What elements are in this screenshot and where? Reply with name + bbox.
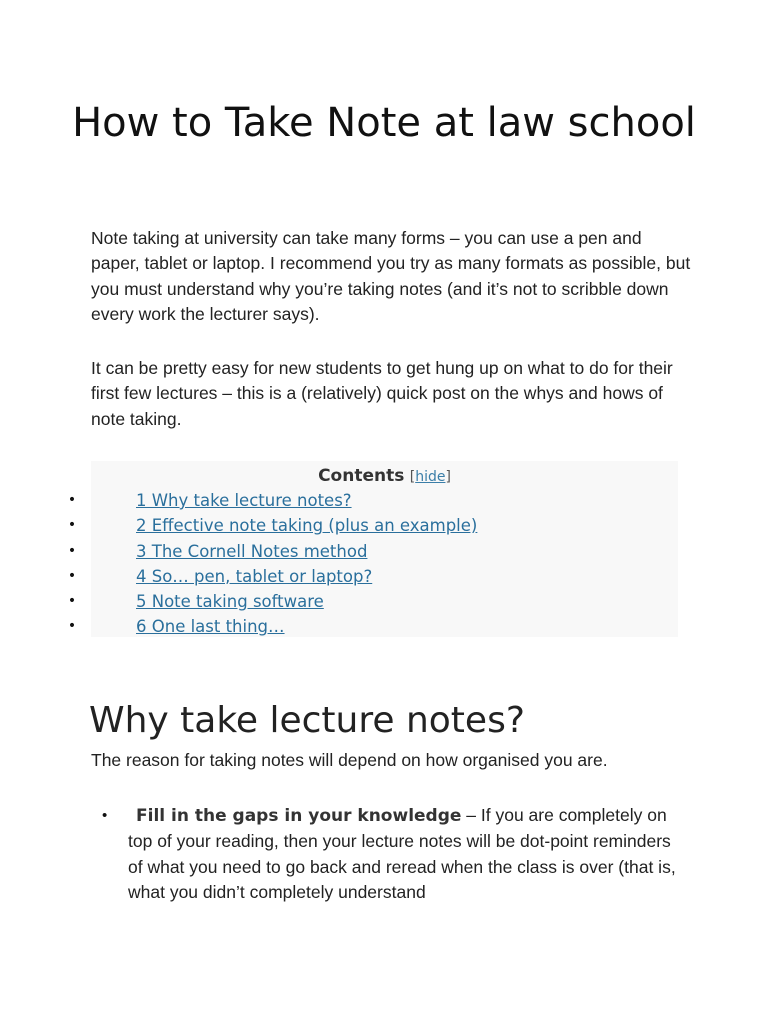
section-paragraph: The reason for taking notes will depend on how organised you are. (91, 750, 608, 770)
toc-link-effective-note-taking[interactable]: 2 Effective note taking (plus an example) (136, 516, 478, 536)
bullet-icon: • (67, 567, 77, 584)
list-item (128, 803, 688, 905)
toc-list (67, 488, 678, 640)
toc-bracket-close: ] (445, 469, 451, 485)
table-of-contents (67, 461, 678, 637)
toc-title: Contents (318, 466, 405, 486)
section-heading: Why take lecture notes? (89, 700, 525, 741)
toc-item (67, 589, 678, 614)
toc-item (67, 614, 678, 639)
list-item-heading: Fill in the gaps in your knowledge (136, 806, 462, 826)
toc-bracket-open: [ (409, 469, 416, 485)
section-bullet-list (102, 803, 688, 905)
toc-item (67, 539, 678, 564)
bullet-icon: • (67, 492, 77, 508)
intro-paragraph-2: It can be pretty easy for new students to get hung up on what to do for their first few lectures – this is a (relatively) quick post on the whys and hows of note taking. (91, 358, 673, 429)
toc-link-why-take-lecture-notes[interactable]: 1 Why take lecture notes? (136, 491, 352, 510)
toc-item (67, 564, 678, 589)
bullet-icon: • (67, 618, 77, 635)
bullet-icon: • (102, 807, 108, 824)
bullet-icon: • (67, 542, 77, 559)
toc-item (67, 513, 678, 538)
toc-link-cornell-notes-method[interactable]: 3 The Cornell Notes method (136, 541, 368, 561)
article-title: How to Take Note at law school (72, 100, 696, 146)
toc-hide-control (410, 469, 451, 485)
toc-link-note-taking-software[interactable]: 5 Note taking software (136, 592, 324, 612)
toc-hide-link[interactable]: hide (415, 469, 446, 485)
toc-link-one-last-thing[interactable]: 6 One last thing… (136, 617, 285, 637)
bullet-icon: • (67, 593, 77, 610)
intro-paragraph-1: Note taking at university can take many forms – you can use a pen and paper, tablet or laptop. I recommend you try as many formats as possible, but you must understand why you’re taking notes (and it’s not to scribble down every work the lecturer says). (91, 228, 691, 324)
toc-link-pen-tablet-laptop[interactable]: 4 So… pen, tablet or laptop? (136, 566, 373, 586)
toc-header (91, 464, 678, 489)
list-item-text: – If you are completely on top of your reading, then your lecture notes will be dot-point reminders of what you need to go back and reread when the class is over (that is, what you didn’t completely understand (128, 805, 676, 902)
toc-item (67, 488, 678, 513)
bullet-icon: • (67, 517, 77, 534)
